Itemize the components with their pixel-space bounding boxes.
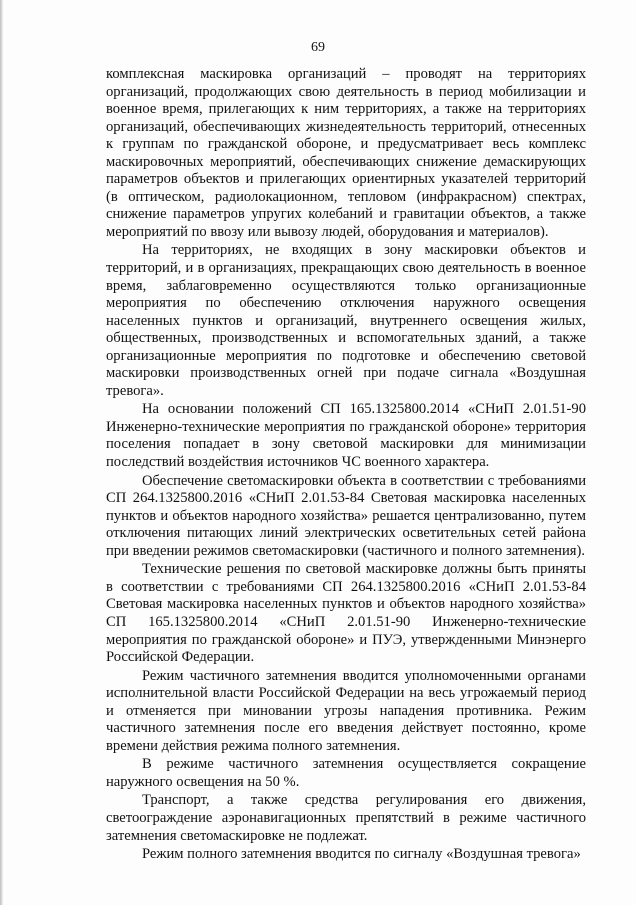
paragraph-light-masking-provision: Обеспечение светомаскировки объекта в соответствии с требованиями СП 264.1325800.2016 «СНиП 2.01.53-84 Световая маскировка населенных пунктов и объектов народного хозяйства» решается централизованно, путем отключения питающих линий электрических осветительных сетей района при введении режимов светомаскировки (частичного и полного затемнения). (106, 472, 586, 559)
paragraph-partial-blackout-regime: Режим частичного затемнения вводится уполномоченными органами исполнительной власти Российской Федерации на весь угрожаемый период и отменяется при миновании угрозы нападения противника. Режим частичного затемнения после его введения действует постоянно, кроме времени действия режима полного затемнения. (106, 667, 586, 754)
page-number: 69 (311, 40, 325, 55)
paragraph-full-blackout-regime: Режим полного затемнения вводится по сигналу «Воздушная тревога» (142, 846, 581, 863)
paragraph-transport-exemption: Транспорт, а также средства регулирования его движения, светоограждение аэронавигационных препятствий в режиме частичного затемнения светомаскировке не подлежат. (106, 792, 586, 844)
paragraph-non-camouflage-territories: На территориях, не входящих в зону маскировки объектов и территорий, и в организациях, прекращающих свою деятельность в военное время, заблаговременно осуществляются только организационные мероприятия по обеспечению отключения наружного освещения населенных пунктов и организаций, внутреннего освещения жилых, общественных, производственных и вспомогательных зданий, а также организационные мероприятия по подготовке и обеспечению световой маскировки производственных огней при подаче сигнала «Воздушная тревога». (106, 242, 586, 399)
paragraph-camouflage-organizations: комплексная маскировка организаций – проводят на территориях организаций, продолжающих свою деятельность в период мобилизации и военное время, прилегающих к ним территориях, а также на территориях организаций, обеспечивающих жизнедеятельность территорий, отнесенных к группам по гражданской обороне, и предусматривает весь комплекс маскировочных мероприятий, обеспечивающих снижение демаскирующих параметров объектов и прилегающих ориентирных указателей территорий (в оптическом, радиолокационном, тепловом (инфракрасном) спектрах, снижение параметров упругих колебаний и гравитации объектов, а также мероприятий по ввозу или вывозу людей, оборудования и материалов). (106, 66, 586, 240)
paragraph-technical-solutions: Технические решения по световой маскировке должны быть приняты в соответствии с требованиями СП 264.1325800.2016 «СНиП 2.01.53-84 Световая маскировка населенных пунктов и объектов народного хозяйства» СП 165.1325800.2014 «СНиП 2.01.51-90 Инженерно-технические мероприятия по гражданской обороне» и ПУЭ, утвержденными Минэнерго Российской Федерации. (106, 561, 586, 666)
paragraph-sp-165: На основании положений СП 165.1325800.2014 «СНиП 2.01.51-90 Инженерно-технические мероприятия по гражданской обороне» территория поселения попадает в зону световой маскировки для минимизации последствий воздействия источников ЧС военного характера. (106, 401, 586, 471)
document-body (106, 66, 586, 864)
paragraph-lighting-reduction: В режиме частичного затемнения осуществляется сокращение наружного освещения на 50 %. (106, 756, 586, 790)
scan-edge-shadow (0, 0, 3, 905)
